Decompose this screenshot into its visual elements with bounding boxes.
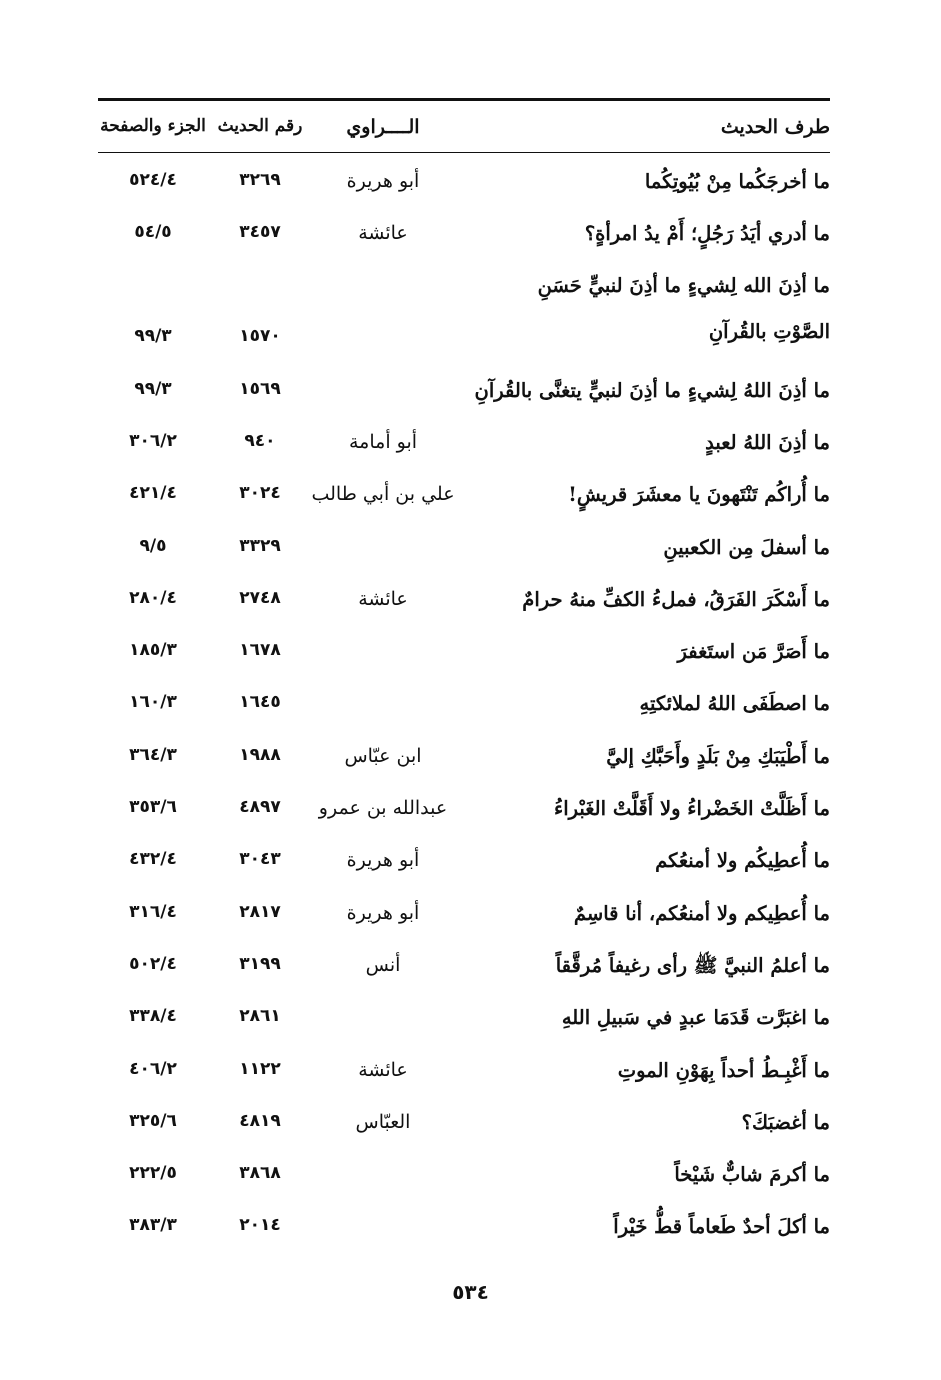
hadith-number: ١٥٧٠ (239, 325, 281, 346)
hadith-number: ٣١٩٩ (239, 953, 281, 974)
table-row (98, 576, 830, 626)
header-hadith-number: رقم الحديث (217, 116, 303, 136)
hadith-number: ٤٨٩٧ (239, 797, 281, 817)
hadith-number: ٣٣٢٩ (239, 535, 281, 556)
hadith-number: ٣٤٥٧ (239, 222, 281, 243)
hadith-number: ٢٧٤٨ (239, 587, 281, 608)
table-row (98, 471, 830, 521)
hadith-text: ما أغضبَكَ؟ (741, 1110, 830, 1134)
hadith-text: ما أدري أيَدُ رَجُلٍ؛ أَمْ يدُ امرأةٍ؟ (584, 222, 830, 246)
hadith-text: ما أُعطِيكُم ولا أمنعُكم (655, 849, 830, 873)
hadith-number: ١١٢٢ (239, 1058, 281, 1079)
table-row (98, 733, 830, 783)
narrator: علي بن أبي طالب (311, 483, 455, 506)
hadith-number: ١٥٦٩ (239, 378, 281, 399)
volume-page: ٤٠٦/٢ (129, 1058, 177, 1079)
volume-page: ٣١٦/٤ (129, 901, 177, 922)
hadith-number: ١٩٨٨ (239, 744, 281, 765)
hadith-number: ٢٨١٧ (239, 901, 281, 922)
table-row (98, 1151, 830, 1201)
hadith-text: ما أُعطِيكم ولا أمنعُكم، أنا قاسِمٌ (573, 901, 830, 925)
hadith-number: ٤٨١٩ (239, 1110, 281, 1131)
hadith-text: ما أكلَ أحدٌ طَعاماً قطُّ خَيْراً (613, 1215, 830, 1239)
header-narrator: الــــراوي (346, 116, 420, 138)
hadith-number: ١٦٧٨ (239, 640, 281, 661)
table-row (98, 263, 830, 371)
hadith-number: ٣٠٢٤ (239, 483, 281, 504)
table-row (98, 210, 830, 260)
narrator: عبدالله بن عمرو (318, 797, 448, 819)
narrator: أنس (365, 953, 401, 976)
table-row (98, 994, 830, 1044)
table-row (98, 785, 830, 835)
header-volume-page: الجزء والصفحة (100, 116, 206, 136)
table-header (98, 110, 830, 148)
volume-page: ٩٩/٣ (134, 378, 172, 399)
header-bottom-rule (98, 152, 830, 153)
volume-page: ٣٦٤/٣ (129, 744, 177, 765)
narrator: عائشة (358, 587, 408, 610)
volume-page: ٣٢٥/٦ (129, 1110, 177, 1131)
hadith-index-table (98, 158, 830, 1248)
table-row (98, 1099, 830, 1149)
hadith-number: ١٦٤٥ (239, 692, 281, 713)
volume-page: ١٨٥/٣ (129, 640, 177, 661)
volume-page: ٥٤/٥ (134, 222, 172, 243)
hadith-text: ما أُراكُم تَنْتَهونَ يا معشَرَ قريشٍ! (568, 483, 830, 507)
narrator: عائشة (358, 1058, 408, 1081)
table-row (98, 680, 830, 730)
hadith-text: ما أذِنَ اللهُ لعبدٍ (705, 430, 830, 454)
hadith-number: ٣٢٦٩ (239, 170, 281, 190)
hadith-text: ما أَصَرَّ مَن استَغفرَ (677, 640, 830, 664)
hadith-text: ما اصطَفَى اللهُ لملائكتِهِ (639, 692, 830, 716)
table-row (98, 890, 830, 940)
hadith-text: ما أذِنَ الله لِشيءٍ ما أذِنَ لنبيٍّ حَسَنِ الصَّوْتِ بالقُرآنِ (537, 273, 830, 343)
volume-page: ٢٨٠/٤ (129, 587, 177, 608)
volume-page: ٤٣٢/٤ (129, 849, 177, 870)
hadith-text: ما أخرجَكُما مِنْ بُيُوتِكُما (644, 170, 830, 193)
hadith-text: ما اغبَرَّت قَدَمَا عبدٍ في سَبيلِ اللهِ (561, 1006, 830, 1030)
hadith-number: ٩٤٠ (244, 430, 276, 451)
volume-page: ٥٠٢/٤ (129, 953, 177, 974)
hadith-number: ٣٨٦٨ (239, 1163, 281, 1184)
narrator: ابن عبّاس (344, 744, 422, 767)
table-row (98, 1203, 830, 1253)
volume-page: ٩٩/٣ (134, 325, 172, 346)
hadith-text: ما أَظَلَّتْ الخَضْراءُ ولا أَقَلَّتْ الغَبْراءُ (554, 797, 830, 820)
table-row (98, 419, 830, 469)
hadith-text: ما أعلمُ النبيَّ ﷺ رأى رغيفاً مُرقَّقاً (555, 953, 830, 977)
volume-page: ٣٠٦/٢ (129, 430, 177, 451)
hadith-text: ما أذِنَ اللهُ لِشيءٍ ما أذِنَ لنبيٍّ يتغنَّى بالقُرآنِ (474, 378, 830, 402)
volume-page: ٣٨٣/٣ (129, 1215, 177, 1236)
narrator: أبو هريرة (346, 170, 420, 192)
table-row (98, 367, 830, 417)
narrator: عائشة (358, 222, 408, 245)
volume-page: ٣٣٨/٤ (129, 1006, 177, 1027)
header-hadith-text: طرف الحديث (720, 116, 830, 138)
table-row (98, 524, 830, 574)
volume-page: ٤٢١/٤ (129, 483, 177, 504)
volume-page: ٣٥٣/٦ (129, 797, 177, 817)
table-row (98, 1047, 830, 1097)
volume-page: ٢٢٢/٥ (129, 1163, 177, 1184)
hadith-number: ٢٨٦١ (239, 1006, 281, 1027)
narrator: العبّاس (355, 1110, 411, 1133)
table-row (98, 628, 830, 678)
hadith-number: ٣٠٤٣ (239, 849, 281, 870)
narrator: أبو أمامة (348, 430, 418, 453)
table-row (98, 158, 830, 208)
page-number: ٥٣٤ (452, 1280, 489, 1304)
volume-page: ١٦٠/٣ (129, 692, 177, 713)
volume-page: ٩/٥ (139, 535, 167, 556)
hadith-text: ما أكرمَ شابٌّ شَيْخاً (674, 1163, 830, 1187)
table-row (98, 942, 830, 992)
narrator: أبو هريرة (346, 849, 420, 872)
narrator: أبو هريرة (346, 901, 420, 924)
table-row (98, 837, 830, 887)
hadith-text: ما أَسْكَرَ الفَرَقُ، فملءُ الكفِّ منهُ حرامٌ (522, 587, 830, 611)
hadith-number: ٢٠١٤ (239, 1215, 281, 1236)
hadith-text: ما أسفلَ مِن الكعبينِ (663, 535, 830, 559)
hadith-text: ما أَغْبِـطُ أحداً بِهَوْنِ الموتِ (617, 1058, 830, 1082)
volume-page: ٥٢٤/٤ (129, 170, 177, 190)
header-top-rule (98, 98, 830, 101)
hadith-text: ما أَطْيَبَكِ مِنْ بَلَدٍ وأَحَبَّكِ إليَّ (606, 744, 830, 768)
